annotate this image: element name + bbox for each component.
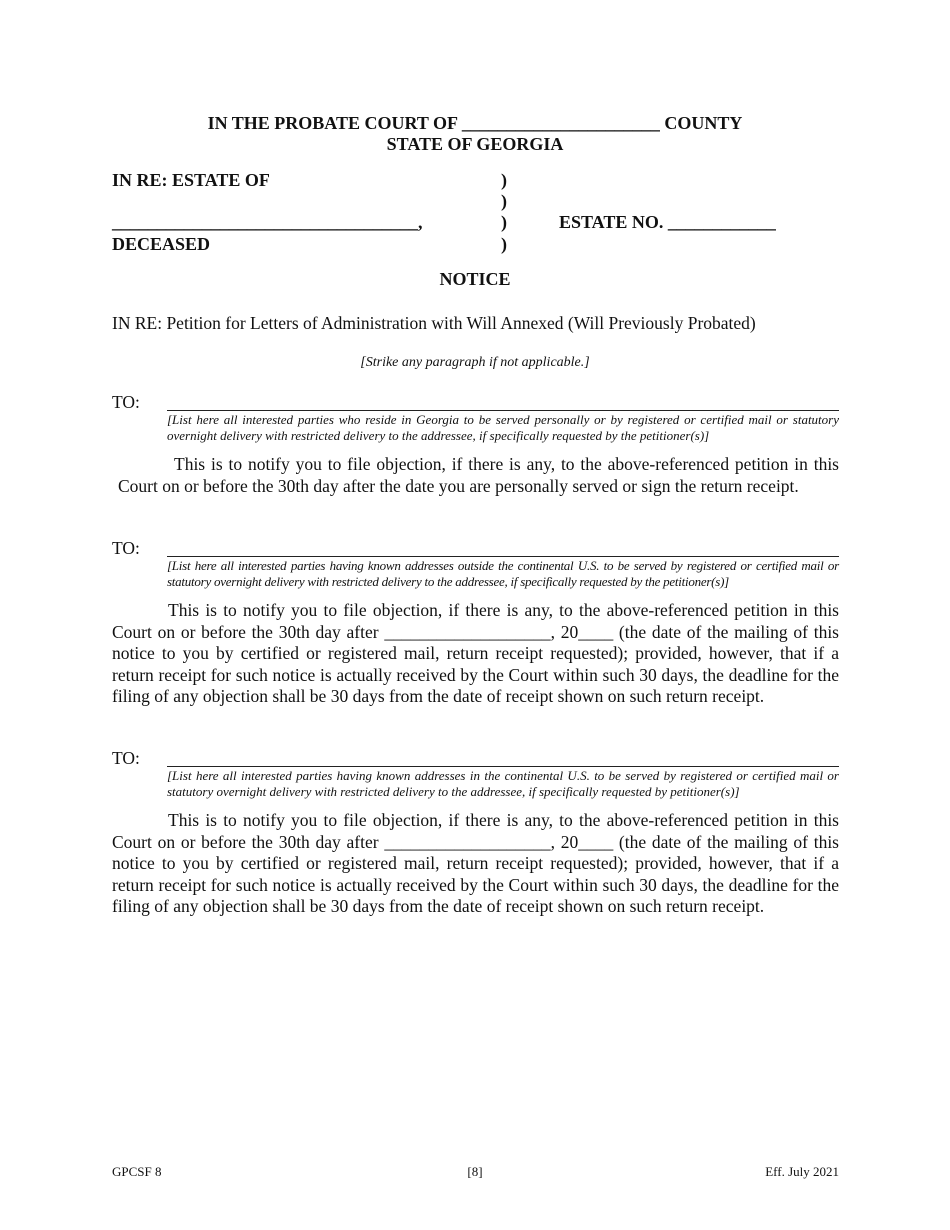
recipient-line-3: [167, 766, 839, 767]
court-prefix: IN THE PROBATE COURT OF: [207, 113, 458, 133]
notice-paragraph-3: [112, 810, 839, 918]
caption-paren-3: ): [501, 212, 507, 232]
recipient-line-1: [167, 410, 839, 411]
caption-paren-1: ): [501, 170, 507, 190]
page-number: [8]: [467, 1164, 483, 1179]
effective-date: Eff. July 2021: [765, 1164, 839, 1179]
to-label-1: TO:: [112, 392, 140, 412]
instruction-1: [List here all interested parties who reside in Georgia to be served personally or by registered or certified mail or statutory overnight delivery with restricted delivery to the addressee, if specifically requested by the petitioner(s)]: [167, 412, 839, 443]
county-suffix: COUNTY: [664, 113, 743, 133]
strike-note: [Strike any paragraph if not applicable.]: [360, 355, 590, 370]
notice-paragraph-1: [118, 454, 839, 497]
petition-line: IN RE: Petition for Letters of Administration with Will Annexed (Will Previously Probated): [112, 313, 756, 333]
decedent-name-blank: __________________________________,: [112, 212, 423, 232]
notice-paragraph-2-text: This is to notify you to file objection, if there is any, to the above-referenced petition in this Court on or before the 30th day after ___________________, 20____ (the date of the mailing of this notice to you by certified or registered mail, return receipt requested); provided, however, that if a return receipt for such notice is actually received by the Court within such 30 days, the deadline for the filing of any objection shall be 30 days from the date of receipt shown on such return receipt.: [112, 600, 839, 706]
estate-no-blank: ____________: [667, 212, 776, 232]
notice-paragraph-3-text: This is to notify you to file objection, if there is any, to the above-referenced petition in this Court on or before the 30th day after ___________________, 20____ (the date of the mailing of this notice to you by certified or registered mail, return receipt requested); provided, however, that if a return receipt for such notice is actually received by the Court within such 30 days, the deadline for the filing of any objection shall be 30 days from the date of receipt shown on such return receipt.: [112, 810, 839, 916]
to-label-2: TO:: [112, 538, 140, 558]
state-line: STATE OF GEORGIA: [386, 134, 564, 154]
notice-paragraph-1-text: This is to notify you to file objection, if there is any, to the above-referenced petition in this Court on or before the 30th day after the date you are personally served or sign the return receipt.: [118, 454, 839, 496]
notice-title: NOTICE: [439, 269, 511, 289]
instruction-2: [List here all interested parties having known addresses outside the continental U.S. to be served by registered or certified mail or statutory overnight delivery with restricted delivery to the addressee, if specifically requested by the petitioner(s)]: [167, 558, 839, 589]
recipient-line-2: [167, 556, 839, 557]
estate-no-label: ESTATE NO.: [559, 212, 664, 232]
estate-of-label: IN RE: ESTATE OF: [112, 170, 270, 190]
to-label-3: TO:: [112, 748, 140, 768]
caption-paren-4: ): [501, 234, 507, 254]
county-blank: ______________________: [461, 113, 660, 133]
instruction-3: [List here all interested parties having known addresses in the continental U.S. to be served by registered or certified mail or statutory overnight delivery with restricted delivery to the addressee, if specifically requested by petitioner(s)]: [167, 768, 839, 799]
notice-paragraph-2: [112, 600, 839, 708]
caption-paren-2: ): [501, 191, 507, 211]
form-id: GPCSF 8: [112, 1164, 162, 1179]
deceased-label: DECEASED: [112, 234, 211, 254]
court-header: [0, 113, 950, 134]
estate-number: [559, 212, 776, 233]
